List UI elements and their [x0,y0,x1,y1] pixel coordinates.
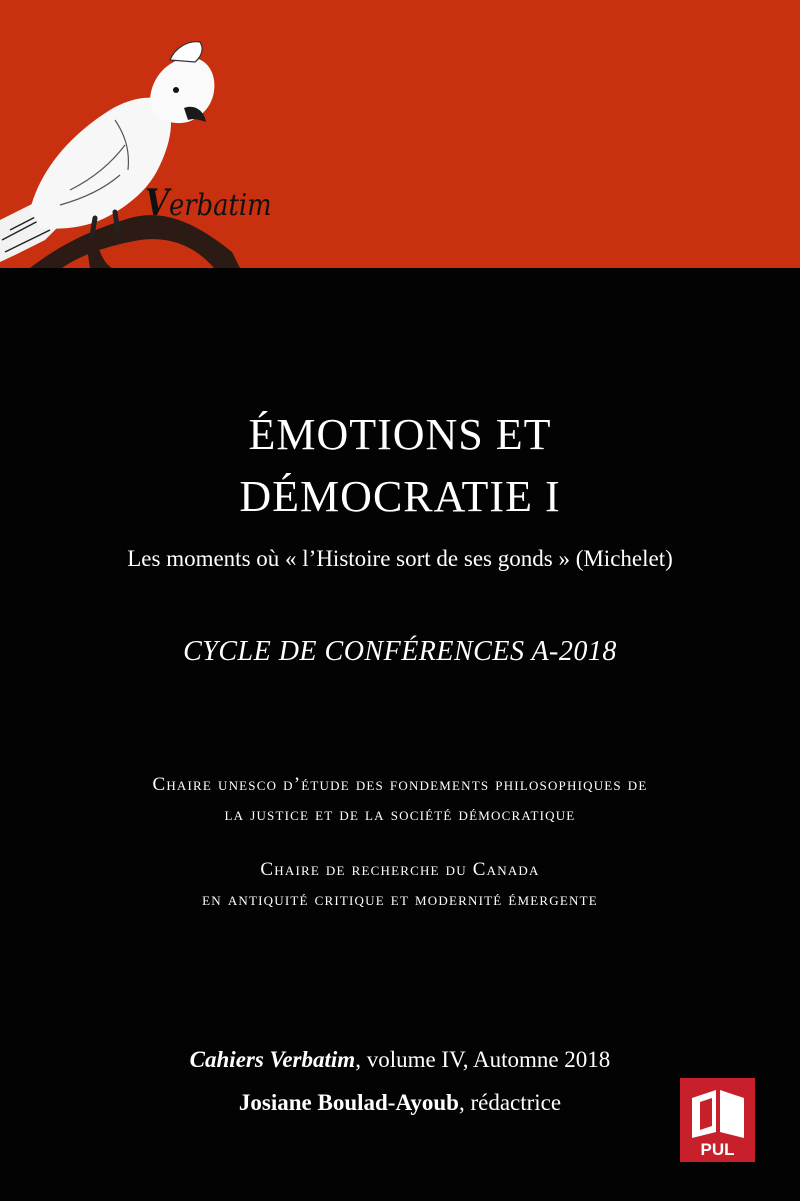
series-details: , volume IV, Automne 2018 [355,1047,611,1072]
editor-name: Josiane Boulad-Ayoub [238,1090,459,1115]
editor-info [120,1090,680,1116]
pul-publisher-logo [680,1078,755,1162]
chair-canada-line-2: en antiquité critique et modernité émergente [202,889,598,910]
series-name: Cahiers Verbatim [189,1047,356,1072]
conference-cycle: CYCLE DE CONFÉRENCES A-2018 [183,636,617,667]
chair-canada-line-1: Chaire de recherche du Canada [260,859,540,880]
logo-rest: erbatim [169,188,272,223]
top-color-band [0,0,800,268]
editor-role: , rédactrice [458,1090,562,1115]
publisher-name: PUL [700,1140,735,1159]
subtitle: Les moments où « l’Histoire sort de ses gonds » (Michelet) [127,546,673,571]
chair-unesco-line-1: Chaire unesco d’étude des fondements philosophiques de [152,774,648,795]
cockatoo-illustration [0,40,240,268]
series-info [120,1047,680,1073]
title-line-1: ÉMOTIONS ET [248,410,552,459]
title-line-2: DÉMOCRATIE I [239,472,561,521]
chair-unesco-line-2: la justice et de la société démocratique [224,804,576,825]
verbatim-logo: Verbatim [145,182,272,224]
